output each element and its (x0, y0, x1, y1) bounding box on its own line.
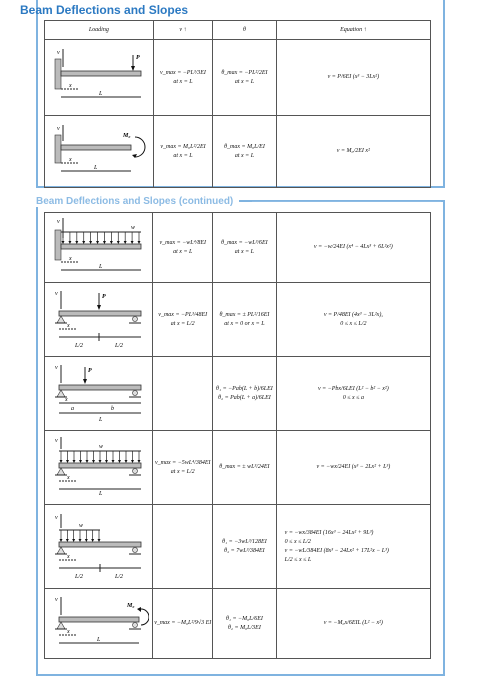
simply-supported-center-load-diagram (49, 287, 149, 353)
svg-text:L: L (98, 416, 102, 423)
loading-diagram (45, 213, 153, 283)
table-row (45, 116, 431, 188)
vmax-cell: v_max = M₀L²/2EI at x = L (153, 116, 213, 188)
equation-cell: v = −wx/384EI (16x³ − 24Lx² + 9L³) 0 ≤ x ≤ L/2 v = −wL/384EI (8x³ − 24Lx² + 17L²x − L³) L/2 ≤ x ≤ L (276, 505, 430, 589)
svg-text:L: L (98, 263, 102, 270)
theta-cell: θ_max = ± PL²/16EI at x = 0 or x = L (213, 283, 276, 357)
vmax-cell: v_max = −wL⁴/8EI at x = L (153, 213, 213, 283)
beam-table-continued (44, 212, 431, 659)
svg-text:b: b (110, 405, 114, 412)
svg-text:v: v (54, 514, 58, 521)
svg-text:v: v (56, 125, 60, 132)
vmax-cell: v_max = −PL³/3EI at x = L (153, 40, 213, 116)
simply-supported-uniform-load-diagram (49, 435, 149, 501)
table-row (45, 40, 431, 116)
equation-cell: v = −Pbx/6LEI (L² − b² − x²) 0 ≤ x ≤ a (276, 357, 430, 431)
table-row (45, 589, 431, 659)
svg-text:x: x (68, 156, 72, 163)
svg-text:x: x (66, 474, 70, 481)
loading-diagram (45, 431, 153, 505)
vmax-cell: v_max = −5wL⁴/384EI at x = L/2 (153, 431, 213, 505)
equation-cell: v = P/6EI (x³ − 3Lx²) (276, 40, 430, 116)
svg-text:x: x (66, 322, 70, 329)
header-loading: Loading (45, 21, 154, 40)
equation-cell: v = −w/24EI (x⁴ − 4Lx³ + 6L²x²) (276, 213, 430, 283)
loading-diagram (45, 357, 153, 431)
theta-cell: θ_max = −wL³/6EI at x = L (213, 213, 276, 283)
vmax-cell: v_max = −PL³/48EI at x = L/2 (153, 283, 213, 357)
svg-text:v: v (54, 290, 58, 297)
svg-text:L: L (93, 164, 98, 171)
theta-cell: θ₁ = −M₀L/6EI θ₂ = M₀L/3EI (213, 589, 276, 659)
vmax-cell (153, 357, 213, 431)
equation-cell: v = M₀/2EI x² (276, 116, 430, 188)
table-row (45, 505, 431, 589)
svg-text:L: L (96, 636, 100, 643)
cantilever-point-load-diagram (49, 45, 149, 111)
table-row (45, 283, 431, 357)
header-equation: Equation ↑ (276, 21, 430, 40)
svg-text:v: v (56, 49, 60, 56)
svg-text:x: x (64, 396, 68, 403)
svg-text:w: w (78, 522, 83, 529)
simply-supported-half-uniform-load-diagram (49, 512, 149, 582)
theta-cell: θ_max = −PL²/2EI at x = L (213, 40, 276, 116)
table-row (45, 213, 431, 283)
header-row (45, 21, 431, 40)
svg-text:L: L (98, 490, 102, 497)
title-rule (252, 201, 441, 202)
svg-text:w: w (130, 224, 135, 231)
svg-text:P: P (101, 293, 106, 300)
continued-title: Beam Deflections and Slopes (continued) (36, 196, 239, 207)
svg-text:M₀: M₀ (126, 602, 135, 609)
svg-text:x: x (68, 82, 72, 89)
theta-cell: θ_max = ± wL³/24EI (213, 431, 276, 505)
equation-cell: v = −M₀x/6EIL (L² − x²) (276, 589, 430, 659)
svg-text:x: x (68, 255, 72, 262)
svg-text:P: P (87, 367, 92, 374)
header-vmax: v ↑ (153, 21, 213, 40)
svg-text:P: P (135, 54, 140, 61)
equation-cell: v = −wx/24EI (x³ − 2Lx² + L³) (276, 431, 430, 505)
loading-diagram (45, 589, 153, 659)
svg-text:w: w (98, 443, 103, 450)
simply-supported-offset-load-diagram (49, 361, 149, 427)
loading-diagram (45, 40, 154, 116)
svg-text:x: x (66, 553, 70, 560)
simply-supported-end-moment-diagram (49, 593, 149, 655)
header-theta: θ (213, 21, 276, 40)
table-row (45, 431, 431, 505)
theta-cell: θ_max = M₀L/EI at x = L (213, 116, 276, 188)
beam-table-main (44, 20, 431, 188)
loading-diagram (45, 283, 153, 357)
equation-cell: v = P/48EI (4x³ − 3L²x), 0 ≤ x ≤ L/2 (276, 283, 430, 357)
svg-text:x: x (66, 628, 70, 635)
svg-text:L/2: L/2 (114, 573, 123, 580)
svg-text:L/2: L/2 (114, 342, 123, 349)
cantilever-moment-diagram (49, 121, 149, 183)
svg-text:M₀: M₀ (122, 132, 131, 139)
svg-text:L/2: L/2 (74, 342, 83, 349)
vmax-cell: v_max = −M₀L²/9√3 EI (153, 589, 213, 659)
svg-text:L: L (98, 90, 103, 97)
page-title: Beam Deflections and Slopes (20, 3, 189, 17)
loading-diagram (45, 505, 153, 589)
table-row (45, 357, 431, 431)
svg-text:v: v (54, 437, 58, 444)
vmax-cell (153, 505, 213, 589)
svg-text:L/2: L/2 (74, 573, 83, 580)
cantilever-uniform-load-diagram (49, 216, 149, 280)
svg-text:v: v (54, 364, 58, 371)
theta-cell: θ₁ = −Pab(L + b)/6LEI θ₂ = Pab(L + a)/6LEI (213, 357, 276, 431)
theta-cell: θ₁ = −3wL³/128EI θ₂ = 7wL³/384EI (213, 505, 276, 589)
loading-diagram (45, 116, 154, 188)
svg-text:a: a (70, 405, 74, 412)
svg-text:v: v (56, 218, 60, 225)
svg-text:v: v (54, 596, 58, 603)
